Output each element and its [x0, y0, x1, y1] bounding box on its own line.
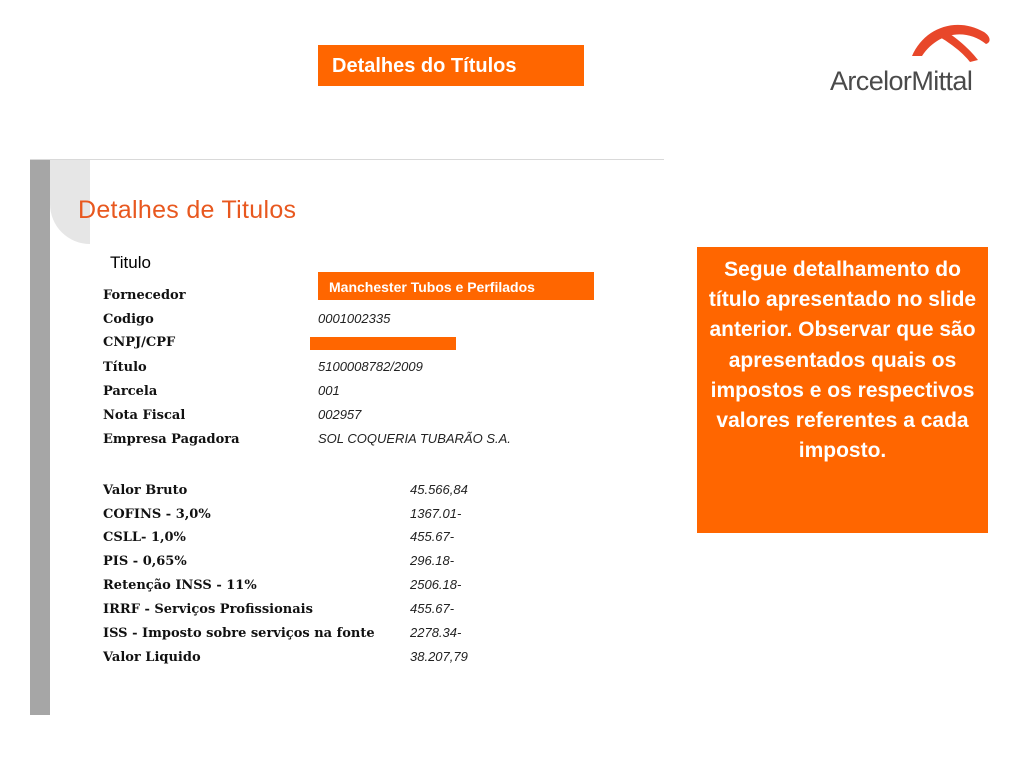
- field-row: [30, 356, 664, 378]
- amount-row: [30, 550, 664, 572]
- amount-label: ISS - Imposto sobre serviços na fonte: [103, 626, 375, 641]
- field-row: [30, 404, 664, 426]
- field-label: Codigo: [103, 312, 154, 327]
- supplier-highlight: Manchester Tubos e Perfilados: [318, 272, 594, 300]
- field-label: CNPJ/CPF: [103, 335, 176, 350]
- amount-value: 2278.34-: [410, 625, 462, 640]
- field-label: Fornecedor: [103, 288, 186, 303]
- amount-row: [30, 622, 664, 644]
- amount-value: 455.67-: [410, 601, 455, 616]
- amount-row: [30, 526, 664, 548]
- amount-label: PIS - 0,65%: [103, 554, 187, 569]
- field-value: SOL COQUERIA TUBARÃO S.A.: [318, 431, 511, 446]
- field-label: Parcela: [103, 384, 158, 399]
- amount-label: Valor Liquido: [103, 650, 201, 665]
- field-value: 001: [318, 383, 340, 398]
- amount-value: 1367.01-: [410, 506, 462, 521]
- amount-value: 38.207,79: [410, 649, 468, 664]
- field-row: [30, 428, 664, 450]
- amount-value: 2506.18-: [410, 577, 462, 592]
- amount-label: COFINS - 3,0%: [103, 507, 211, 522]
- field-row: [30, 308, 664, 330]
- amount-row: [30, 598, 664, 620]
- field-label: Nota Fiscal: [103, 408, 186, 423]
- field-label: Empresa Pagadora: [103, 432, 240, 447]
- panel-heading: Detalhes de Titulos: [78, 196, 297, 224]
- field-value: 0001002335: [318, 311, 391, 326]
- explanation-note: Segue detalhamento do título apresentado no slide anterior. Observar que são apresentados quais os impostos e os respectivos valores referentes a cada imposto.: [697, 247, 988, 533]
- details-panel: [30, 159, 664, 715]
- amount-row: [30, 646, 664, 668]
- amount-row: [30, 574, 664, 596]
- arcelormittal-logo: [826, 14, 996, 100]
- field-label: Título: [103, 360, 147, 375]
- section-label: Titulo: [110, 253, 151, 272]
- cnpj-redaction: [310, 337, 456, 350]
- logo-wordmark: ArcelorMittal: [830, 66, 973, 96]
- amount-label: IRRF - Serviços Profissionais: [103, 602, 313, 617]
- slide-title: Detalhes do Títulos: [318, 45, 584, 86]
- amount-label: CSLL- 1,0%: [103, 530, 186, 545]
- amount-value: 296.18-: [410, 553, 455, 568]
- field-value: 5100008782/2009: [318, 359, 423, 374]
- field-row: [30, 380, 664, 402]
- amount-label: Valor Bruto: [103, 483, 188, 498]
- amount-label: Retenção INSS - 11%: [103, 578, 257, 593]
- amount-row: [30, 479, 664, 501]
- field-value: 002957: [318, 407, 362, 422]
- amount-value: 45.566,84: [410, 482, 468, 497]
- amount-value: 455.67-: [410, 529, 455, 544]
- amount-row: [30, 503, 664, 525]
